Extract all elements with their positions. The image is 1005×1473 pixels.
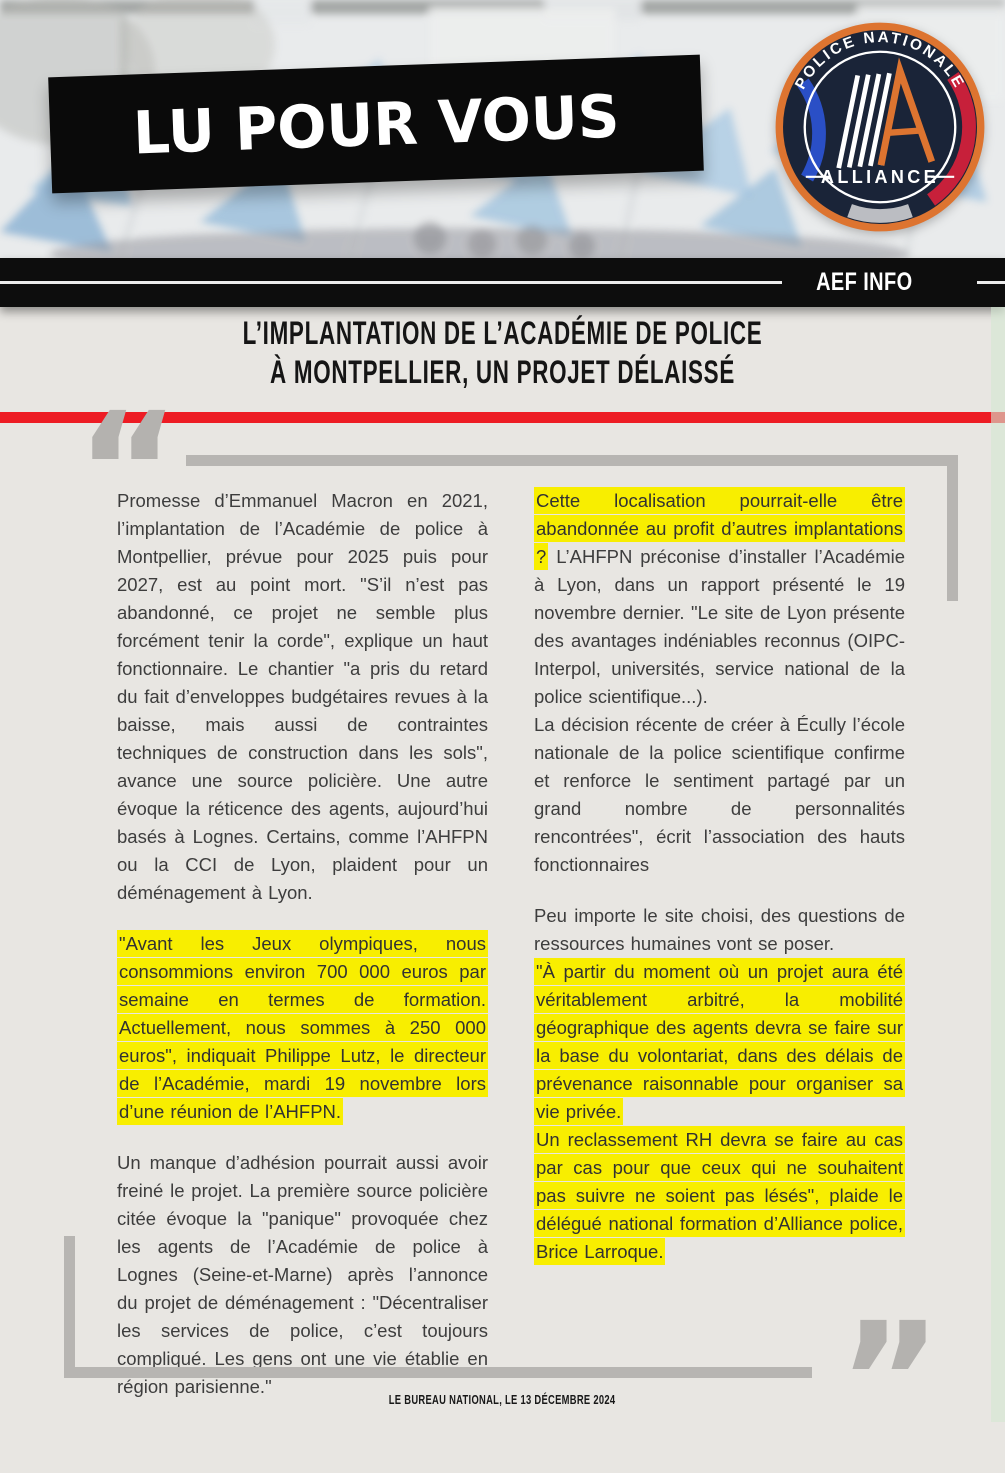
banner-title: LU POUR VOUS xyxy=(131,81,621,167)
paragraph xyxy=(117,487,488,907)
highlighted-text: "Avant les Jeux olympiques, nous consommions environ 700 000 euros par semaine en termes de formation. Actuellement, nous sommes à 250 000 euros", indiquait Philippe Lutz, le directeur de l’Académie, mardi 19 novembre lors d’une réunion de l’AHFPN. xyxy=(117,930,488,1125)
footer-date-line xyxy=(0,1391,1005,1409)
aef-info-bar xyxy=(0,258,1005,307)
opening-quote-icon: “ xyxy=(76,379,180,563)
footer-date: LE BUREAU NATIONAL, LE 13 DÉCEMBRE 2024 xyxy=(389,1393,616,1407)
paragraph xyxy=(534,902,905,958)
aef-info-label: AEF INFO xyxy=(816,268,913,296)
highlighted-text: "À partir du moment où un projet aura été véritablement arbitré, la mobilité géographique des agents devra se faire sur la base du volontariat, dans des délais de prévenance raisonnable pour organiser sa vie privée. xyxy=(534,958,905,1125)
paragraph xyxy=(117,930,488,1126)
closing-quote-icon: ” xyxy=(838,1289,942,1473)
paragraph xyxy=(534,711,905,879)
body-text: Un manque d’adhésion pourrait aussi avoir freiné le projet. La première source policière citée évoque la "panique" provoquée chez les agents de l’Académie de police à Lognes (Seine-et-Marne) après l’annonce du projet de déménagement : "Décentraliser les services de police, c’est toujours compliqué. Les gens ont une vie établie en région parisienne." xyxy=(117,1152,488,1397)
headline-line-2: À MONTPELLIER, UN PROJET DÉLAISSÉ xyxy=(270,354,735,390)
alliance-logo xyxy=(774,21,986,233)
page-edge-strip xyxy=(991,307,1005,1422)
logo-bottom-text: ALLIANCE xyxy=(820,167,940,188)
alliance-badge-icon xyxy=(774,21,986,233)
body-text: La décision récente de créer à Écully l’école nationale de la police scientifique confirme et renforce le sentiment partagé par un grand nombre de personnalités rencontrées", écrit l’association des hauts fonctionnaires xyxy=(534,714,905,875)
logo-top-text: POLICE NATIONALE xyxy=(791,28,969,93)
divider-line-right xyxy=(977,281,1005,284)
body-text: L’AHFPN préconise d’installer l’Académie à Lyon, dans un rapport présenté le 19 novembre dernier. "Le site de Lyon présente des avantages indéniables reconnus (OIPC-Interpol, universités, service national de la police scientifique...). xyxy=(534,546,905,707)
highlighted-text: Un reclassement RH devra se faire au cas par cas pour que ceux qui ne souhaitent pas suivre ne soient pas lésés", plaide le délégué national formation d’Alliance police, Brice Larroque. xyxy=(534,1126,905,1265)
article-column-right xyxy=(534,487,905,1266)
paragraph xyxy=(534,958,905,1126)
body-text: Promesse d’Emmanuel Macron en 2021, l’implantation de l’Académie de police à Montpellier, prévue pour 2025 puis pour 2027, est au point mort. "S’il n’est pas abandonné, ce projet ne semble plus forcément tenir la corde", explique un haut fonctionnaire. Le chantier "a pris du retard du fait d’enveloppes budgétaires revues à la baisse, mais aussi de contraintes techniques de construction dans les sols", avance une source policière. Une autre évoque la réticence des agents, aujourd’hui basés à Lognes. Certains, comme l’AHFPN ou la CCI de Lyon, plaident pour un déménagement à Lyon. xyxy=(117,490,488,903)
headline-line-1: L’IMPLANTATION DE L’ACADÉMIE DE POLICE xyxy=(242,315,763,351)
body-text: Peu importe le site choisi, des questions de ressources humaines vont se poser. xyxy=(534,905,905,954)
paragraph xyxy=(534,487,905,711)
divider-line-left xyxy=(0,281,782,284)
bottom-left-bracket xyxy=(64,1236,812,1378)
lu-pour-vous-banner xyxy=(48,55,704,194)
highlighted-text: Cette localisation pourrait-elle être abandonnée au profit d’autres implantations ? xyxy=(534,487,905,570)
